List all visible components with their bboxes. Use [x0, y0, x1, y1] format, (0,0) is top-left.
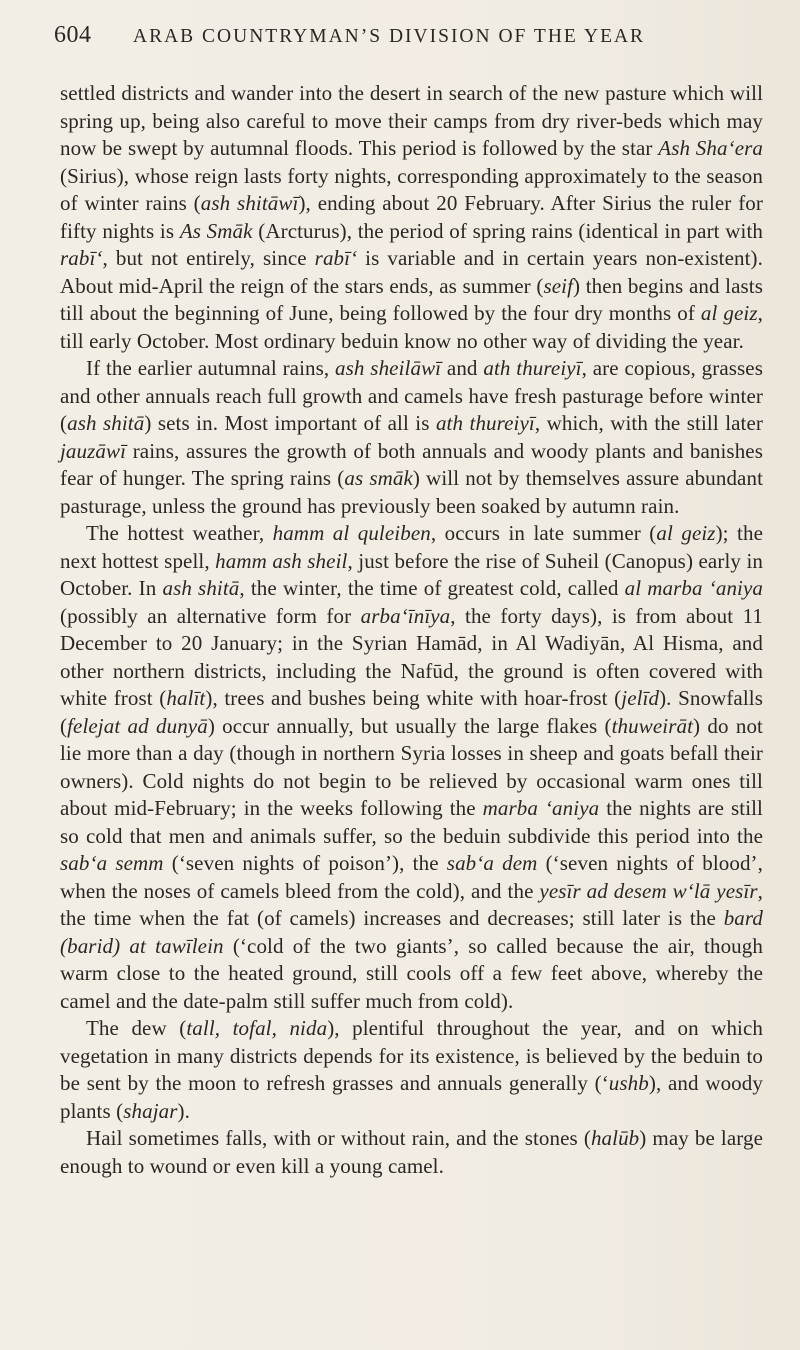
page-number: 604: [54, 22, 92, 48]
text-run: Hail sometimes falls, with or without rain, and the stones (: [86, 1126, 591, 1150]
text-run: , but not entirely, since: [102, 246, 315, 270]
italic-term: shajar: [123, 1098, 178, 1123]
italic-term: ash shitā: [162, 576, 240, 600]
text-run: , till early October. Most ordinary beduin know no other way of dividing the year.: [60, 301, 763, 353]
text-run: If the earlier autumnal rains,: [86, 356, 336, 380]
italic-term: ash sheilāwī: [335, 356, 442, 380]
italic-term: ash shitāwī: [200, 191, 299, 215]
text-run: ) sets in. Most important of all is: [144, 411, 436, 435]
text-run: The hottest weather,: [86, 521, 273, 545]
text-run: , the time when the fat (of camels) increases and decreases; still later is the: [60, 878, 763, 930]
text-run: The dew (: [86, 1016, 187, 1040]
italic-term: rabī‘: [314, 246, 358, 270]
text-run: (Sirius), whose reign lasts forty nights, corresponding approximately to the season of winter rains (: [60, 163, 763, 215]
text-run: ) then begins and lasts till about the beginning of June, being followed by the four dry months of: [60, 273, 764, 325]
text-run: , the forty days), is from about 11 December to 20 January; in the Syrian Hamād, in Al Wadiyān, Al Hisma, and other northern districts, including the Nafūd, the ground is often covered with white frost (: [60, 603, 763, 710]
italic-term: seif: [543, 273, 574, 298]
italic-term: al geiz: [656, 521, 716, 545]
paragraph: [60, 520, 763, 1015]
page-header: [48, 22, 768, 62]
text-run: ) occur annually, but usually the large flakes (: [207, 713, 612, 738]
paragraph: [60, 80, 763, 355]
text-run: is variable and in certain years non-existent). About mid-April the reign of the stars ends, as summer (: [60, 246, 763, 298]
text-run: ), ending about 20 February. After Sirius the ruler for fifty nights is: [60, 191, 763, 243]
italic-term: jauzāwī: [60, 438, 127, 463]
text-run: , occurs in late summer (: [430, 521, 657, 545]
text-run: , which, with the still later: [534, 411, 764, 435]
text-run: (possibly an alternative form for: [60, 603, 361, 628]
text-run: ). Snowfalls (: [60, 686, 763, 738]
text-run: settled districts and wander into the desert in search of the new pasture which will spring up, being also careful to move their camps from dry river-beds which may now be swept by autumnal floods. This period is followed by the star: [60, 81, 763, 160]
italic-term: as smāk: [344, 466, 413, 490]
italic-term: tall, tofal, nida: [186, 1016, 328, 1040]
italic-term: sab‘a semm: [60, 851, 164, 875]
italic-term: rabī‘: [60, 246, 103, 270]
italic-term: al geiz: [700, 301, 758, 325]
italic-term: halūb: [590, 1126, 640, 1150]
text-run: the nights are still so cold that men and animals suffer, so the beduin subdivide this period into the: [60, 796, 763, 848]
italic-term: halīt: [166, 686, 206, 710]
text-run: rains, assures the growth of both annuals and woody plants and banishes fear of hunger. The spring rains (: [60, 438, 763, 490]
italic-term: hamm al quleiben: [272, 521, 431, 545]
text-run: (‘seven nights of blood’, when the noses of camels bleed from the cold), and the: [60, 851, 763, 903]
text-run: ), plentiful throughout the year, and on which vegetation in many districts depends for its existence, is believed by the beduin to be sent by the moon to refresh grasses and annuals generally (‘: [60, 1016, 764, 1095]
italic-term: ash shitā: [67, 411, 145, 435]
text-run: , just before the rise of Suheil (Canopus) early in October. In: [60, 548, 763, 600]
italic-term: Ash Sha‘era: [658, 136, 763, 160]
italic-term: marba ‘aniya: [482, 796, 600, 820]
italic-term: ath thureiyī: [435, 411, 535, 435]
running-head: ARAB COUNTRYMAN’S DIVISION OF THE YEAR: [133, 26, 646, 47]
italic-term: As Smāk: [179, 218, 253, 243]
italic-term: felejat ad dunyā: [67, 713, 208, 738]
text-run: and: [441, 356, 484, 380]
text-run: (Arcturus), the period of spring rains (identical in part with: [252, 218, 764, 243]
text-run: ) may be large enough to wound or even kill a young camel.: [60, 1126, 763, 1178]
italic-term: ushb: [608, 1071, 649, 1095]
text-run: (‘seven nights of poison’), the: [163, 851, 447, 875]
text-run: , are copious, grasses and other annuals reach full growth and camels have fresh pasturage before winter (: [60, 356, 763, 435]
text-run: ); the next hottest spell,: [60, 521, 763, 573]
italic-term: yesīr ad desem w‘lā yesīr: [539, 878, 758, 903]
italic-term: al marba ‘aniya: [624, 576, 763, 600]
text-run: , the winter, the time of greatest cold, called: [239, 576, 625, 600]
italic-term: hamm ash sheil: [215, 548, 348, 573]
text-run: ) do not lie more than a day (though in northern Syria losses in sheep and goats befall their owners). Cold nights do not begin to be relieved by occasional warm ones till about mid-February; in the weeks following the: [60, 713, 763, 820]
text-run: (‘cold of the two giants’, so called because the air, though warm close to the heated ground, still cools off a few feet above, whereby the camel and the date-palm still suffer much from cold).: [60, 933, 763, 1013]
text-run: ) will not by themselves assure abundant pasturage, unless the ground has previously been soaked by autumn rain.: [60, 466, 764, 518]
paragraph: [60, 1125, 763, 1180]
text-run: ), and woody plants (: [60, 1071, 763, 1123]
body-text: [60, 80, 763, 1180]
text-run: ).: [177, 1098, 190, 1123]
italic-term: sab‘a dem: [446, 851, 538, 875]
paragraph: [60, 355, 763, 520]
italic-term: arba‘īnīya: [360, 603, 451, 628]
italic-term: bard (barid) at tawīlein: [60, 906, 763, 958]
italic-term: ath thureiyī: [483, 356, 582, 380]
italic-term: thuweirāt: [611, 713, 694, 738]
italic-term: jelīd: [621, 686, 660, 710]
text-run: ), trees and bushes being white with hoar-frost (: [205, 686, 622, 710]
paragraph: [60, 1015, 763, 1125]
